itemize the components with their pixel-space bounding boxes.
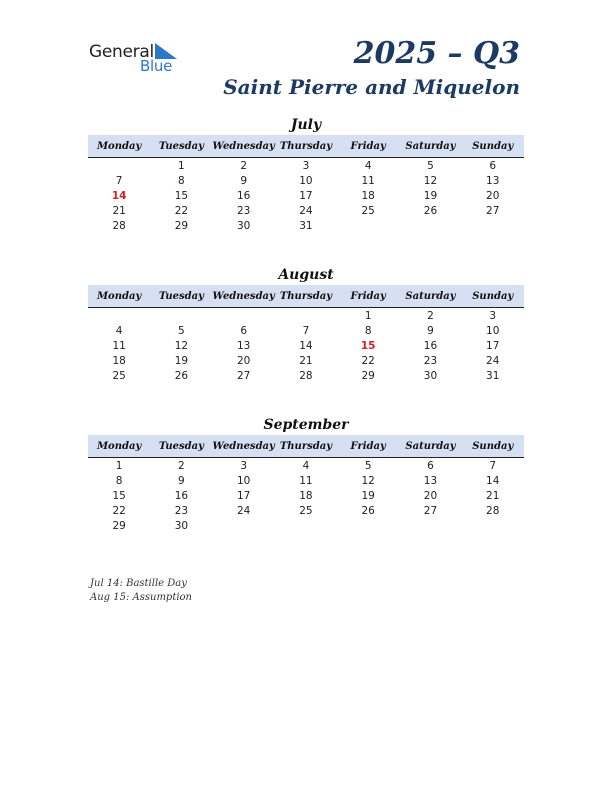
logo [89, 42, 189, 76]
logo-general-text: General [89, 42, 154, 62]
day-cell: 11 [361, 174, 375, 187]
weekday-header [88, 435, 524, 458]
day-cell: 23 [423, 355, 438, 368]
weekday-label: Wednesday [212, 290, 275, 302]
day-cell: 29 [112, 520, 126, 533]
week-row [88, 354, 524, 369]
day-cell: 23 [174, 505, 189, 518]
day-cell: 11 [299, 474, 313, 487]
logo-blue-text: Blue [140, 57, 172, 75]
weekday-label: Monday [96, 140, 142, 152]
weekday-header [88, 135, 524, 158]
day-cell: 19 [174, 355, 189, 368]
day-cell: 30 [174, 520, 189, 533]
day-cell: 21 [112, 205, 126, 218]
day-cell: 10 [486, 324, 500, 337]
day-cell: 29 [174, 220, 189, 233]
week-row [88, 323, 524, 338]
day-cell: 6 [489, 159, 497, 172]
day-cell: 6 [427, 459, 434, 472]
day-cell: 20 [486, 189, 500, 202]
day-cell: 9 [427, 324, 434, 337]
day-cell: 5 [178, 324, 185, 337]
month-name: August [278, 267, 334, 283]
day-cell: 10 [299, 174, 313, 187]
holiday-notes [90, 577, 192, 605]
day-cell: 26 [423, 205, 438, 218]
day-cell: 7 [489, 459, 497, 472]
day-cell: 27 [423, 505, 438, 518]
day-cell: 18 [112, 355, 126, 368]
day-cell: 15 [112, 489, 126, 502]
month-name: September [263, 417, 349, 433]
day-cell: 25 [112, 370, 126, 383]
day-cell: 23 [236, 205, 251, 218]
day-cell: 27 [486, 205, 500, 218]
day-cell: 5 [427, 159, 434, 172]
week-row [88, 338, 524, 353]
day-cell: 28 [299, 370, 313, 383]
weekday-label: Tuesday [158, 140, 204, 152]
day-cell: 27 [236, 370, 251, 383]
day-cell: 13 [486, 174, 500, 187]
day-cell: 20 [236, 355, 251, 368]
day-cell: 20 [423, 489, 438, 502]
week-row [88, 519, 524, 534]
day-cell: 13 [236, 339, 251, 352]
weekday-label: Thursday [279, 290, 333, 302]
day-cell: 26 [174, 370, 189, 383]
weekday-label: Friday [350, 290, 386, 302]
day-cell: 25 [361, 205, 375, 218]
month-calendar [88, 115, 524, 234]
day-cell: 11 [112, 339, 126, 352]
day-cell: 3 [302, 159, 310, 172]
weekday-label: Monday [96, 290, 142, 302]
day-cell: 12 [423, 174, 438, 187]
day-cell: 29 [361, 370, 375, 383]
day-cell: 16 [423, 339, 438, 352]
day-cell: 4 [115, 324, 123, 337]
day-cell: 12 [361, 474, 375, 487]
day-cell: 30 [423, 370, 438, 383]
day-cell: 1 [115, 459, 123, 472]
day-cell: 16 [236, 189, 251, 202]
holiday-note: Jul 14: Bastille Day [90, 578, 187, 589]
holiday-day-cell: 14 [111, 189, 127, 202]
day-cell: 8 [178, 174, 185, 187]
holiday-day-cell: 15 [360, 339, 376, 352]
day-cell: 30 [236, 220, 251, 233]
day-cell: 18 [299, 489, 313, 502]
day-cell: 9 [240, 174, 247, 187]
day-cell: 19 [361, 489, 375, 502]
week-row [88, 308, 524, 323]
day-cell: 10 [236, 474, 251, 487]
weekday-label: Sunday [472, 140, 514, 152]
weekday-label: Saturday [405, 440, 456, 452]
month-calendar [88, 415, 524, 534]
day-cell: 8 [115, 474, 123, 487]
day-cell: 7 [115, 174, 123, 187]
weekday-label: Wednesday [212, 140, 275, 152]
weekday-label: Wednesday [212, 440, 275, 452]
day-cell: 3 [240, 459, 247, 472]
weekday-label: Saturday [405, 290, 456, 302]
day-cell: 1 [364, 309, 372, 322]
weekday-label: Sunday [472, 290, 514, 302]
weekday-label: Tuesday [158, 290, 204, 302]
weekday-label: Friday [350, 140, 386, 152]
day-cell: 16 [174, 489, 189, 502]
day-cell: 5 [364, 459, 372, 472]
weekday-header [88, 285, 524, 308]
week-row [88, 504, 524, 519]
day-cell: 4 [364, 159, 372, 172]
day-cell: 14 [299, 339, 313, 352]
page-title: 2025 – Q3 [353, 36, 520, 71]
day-cell: 28 [486, 505, 500, 518]
day-cell: 25 [299, 505, 313, 518]
weekday-label: Thursday [279, 440, 333, 452]
week-row [88, 458, 524, 473]
day-cell: 17 [486, 339, 500, 352]
day-cell: 24 [486, 355, 500, 368]
day-cell: 24 [236, 505, 251, 518]
day-cell: 21 [299, 355, 313, 368]
week-row [88, 173, 524, 188]
day-cell: 4 [302, 459, 310, 472]
day-cell: 2 [427, 309, 434, 322]
day-cell: 14 [486, 474, 500, 487]
day-cell: 21 [486, 489, 500, 502]
day-cell: 22 [112, 505, 126, 518]
week-row [88, 369, 524, 384]
day-cell: 17 [299, 189, 313, 202]
holiday-note: Aug 15: Assumption [90, 592, 193, 603]
day-cell: 6 [240, 324, 247, 337]
weekday-label: Monday [96, 440, 142, 452]
day-cell: 31 [486, 370, 500, 383]
week-row [88, 488, 524, 503]
day-cell: 24 [299, 205, 313, 218]
weekday-label: Tuesday [158, 440, 204, 452]
weekday-label: Saturday [405, 140, 456, 152]
day-cell: 18 [361, 189, 375, 202]
day-cell: 3 [489, 309, 497, 322]
day-cell: 13 [423, 474, 438, 487]
day-cell: 1 [178, 159, 185, 172]
day-cell: 31 [299, 220, 313, 233]
day-cell: 26 [361, 505, 375, 518]
day-cell: 22 [361, 355, 375, 368]
week-row [88, 219, 524, 234]
month-name: July [290, 117, 322, 133]
weekday-label: Sunday [472, 440, 514, 452]
weekday-label: Friday [350, 440, 386, 452]
day-cell: 15 [174, 189, 189, 202]
day-cell: 22 [174, 205, 189, 218]
page-subtitle: Saint Pierre and Miquelon [223, 75, 520, 99]
week-row [88, 473, 524, 488]
week-row [88, 158, 524, 173]
day-cell: 17 [236, 489, 251, 502]
weekday-label: Thursday [279, 140, 333, 152]
month-calendar [88, 265, 524, 384]
week-row [88, 204, 524, 219]
day-cell: 19 [423, 189, 438, 202]
day-cell: 2 [178, 459, 185, 472]
day-cell: 28 [112, 220, 126, 233]
week-row [88, 188, 524, 203]
day-cell: 7 [302, 324, 310, 337]
day-cell: 2 [240, 159, 247, 172]
day-cell: 8 [364, 324, 372, 337]
day-cell: 12 [174, 339, 189, 352]
day-cell: 9 [178, 474, 185, 487]
